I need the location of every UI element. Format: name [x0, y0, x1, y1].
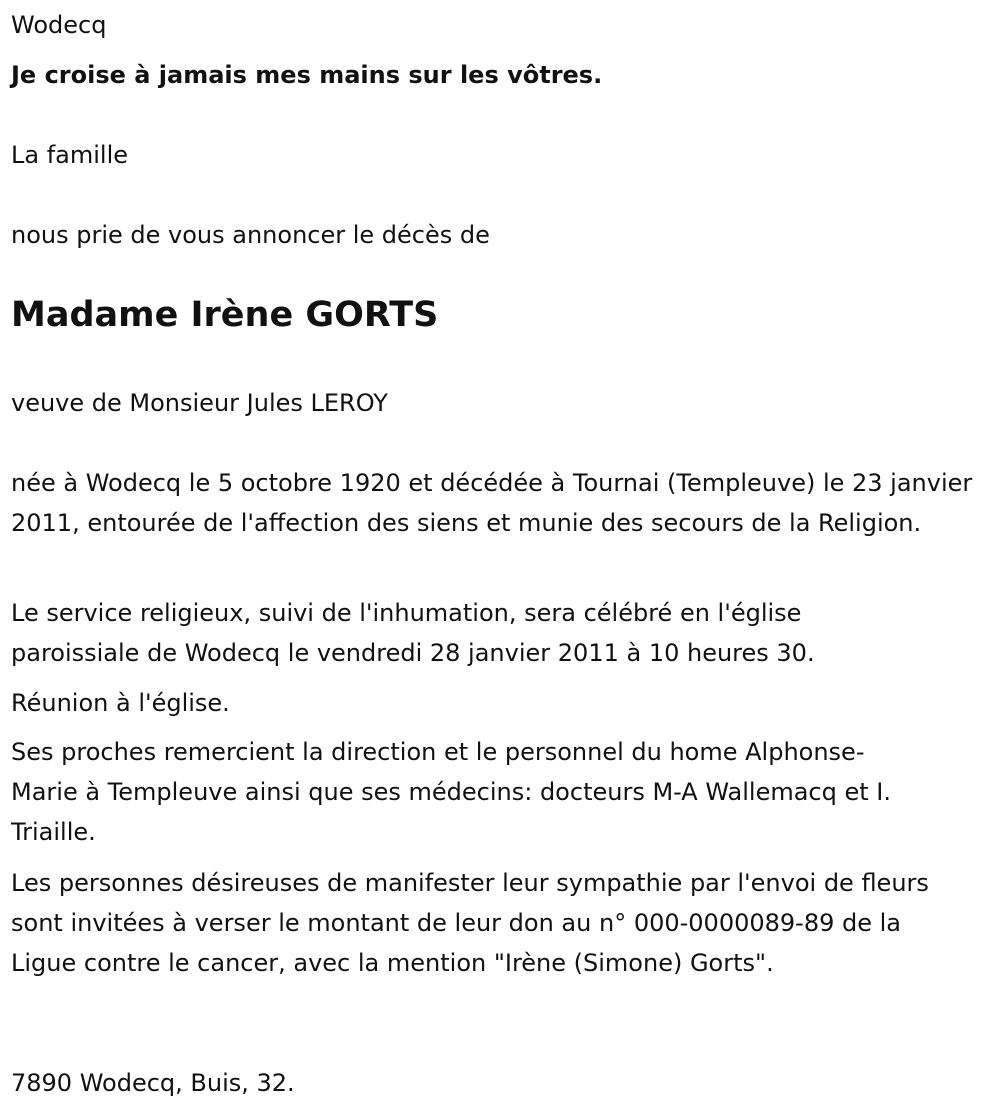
- location-heading: Wodecq: [11, 11, 107, 39]
- birth-death-paragraph: née à Wodecq le 5 octobre 1920 et décédée à Tournai (Templeuve) le 23 janvier 2011, entourée de l'affection des siens et munie des secours de la Religion.: [11, 469, 973, 537]
- address-line: 7890 Wodecq, Buis, 32.: [11, 1069, 295, 1097]
- tagline: Je croise à jamais mes mains sur les vôtres.: [11, 61, 603, 89]
- family-line: La famille: [11, 141, 129, 169]
- service-paragraph: Le service religieux, suivi de l'inhumation, sera célébré en l'église paroissiale de Wodecq le vendredi 28 janvier 2011 à 10 heures 30.: [11, 599, 815, 667]
- donation-paragraph: Les personnes désireuses de manifester leur sympathie par l'envoi de fleurs sont invitées à verser le montant de leur don au n° 000-0000089-89 de la Ligue contre le cancer, avec la mention "Irène (Simone) Gorts".: [11, 869, 929, 977]
- thanks-paragraph: Ses proches remercient la direction et le personnel du home Alphonse-Marie à Templeuve ainsi que ses médecins: docteurs M-A Wallemacq et I. Triaille.: [11, 738, 891, 846]
- deceased-name: Madame Irène GORTS: [11, 295, 439, 335]
- spouse-line: veuve de Monsieur Jules LEROY: [11, 389, 388, 417]
- announcement-line: nous prie de vous annoncer le décès de: [11, 221, 490, 249]
- reunion-paragraph: Réunion à l'église.: [11, 689, 230, 717]
